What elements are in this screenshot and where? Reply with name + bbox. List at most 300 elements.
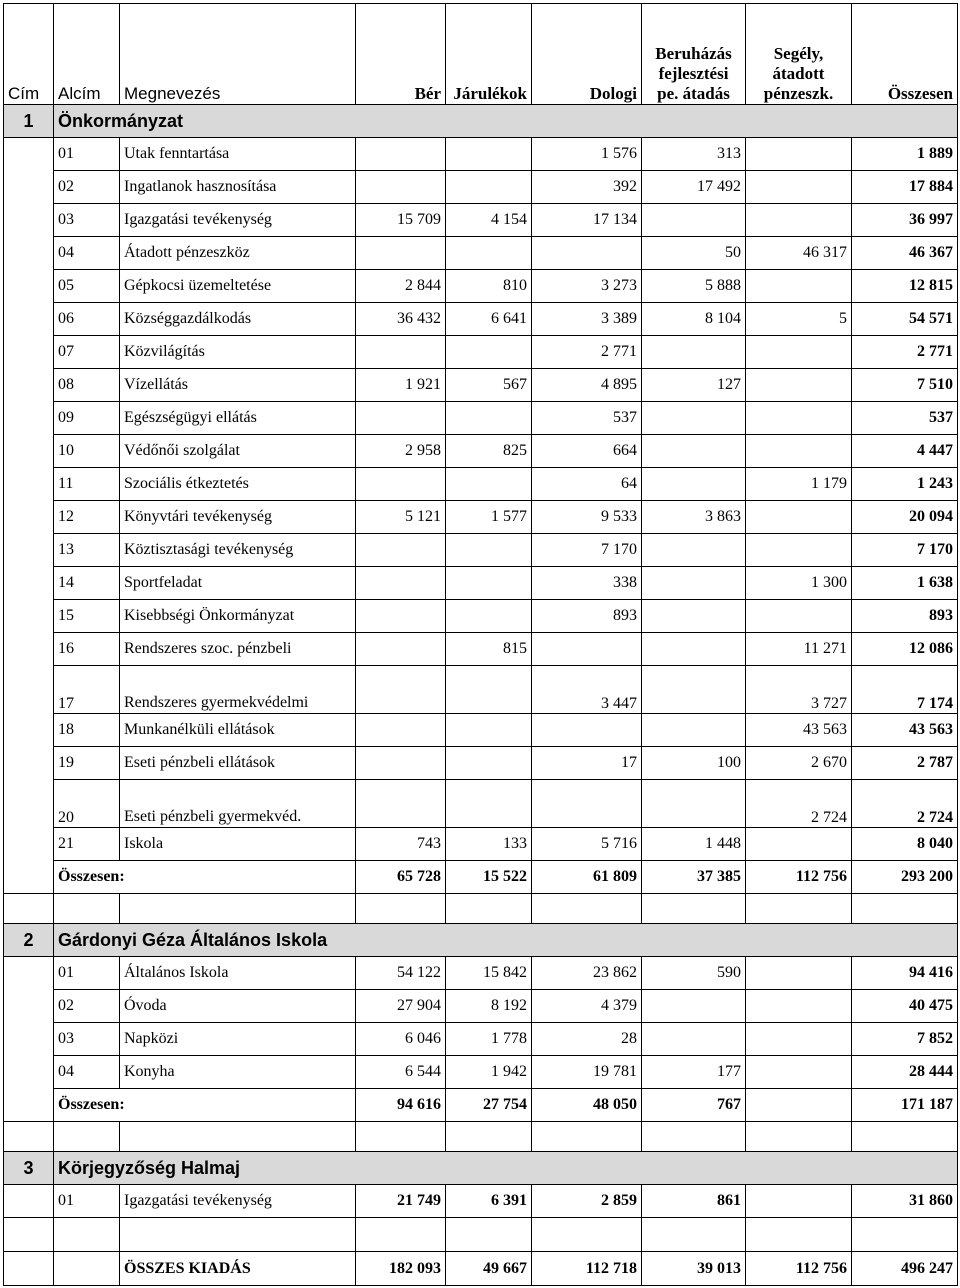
segely-value	[746, 600, 852, 633]
section-title: Körjegyzőség Halmaj	[54, 1152, 958, 1185]
jarulek-value: 1 577	[446, 501, 532, 534]
jarulek-value: 15 842	[446, 957, 532, 990]
ber-value: 1 921	[356, 369, 446, 402]
empty-cell	[54, 1122, 120, 1152]
empty-cell	[120, 1218, 356, 1252]
cim-cell	[4, 861, 54, 894]
cim-cell	[4, 336, 54, 369]
empty-cell	[356, 1218, 446, 1252]
dologi-value: 3 273	[532, 270, 642, 303]
dologi-value: 2 859	[532, 1185, 642, 1218]
table-row	[4, 1056, 958, 1089]
beruhazas-value	[642, 780, 746, 828]
total-osszesen-value: 171 187	[852, 1089, 958, 1122]
row-alcim: 13	[54, 534, 120, 567]
osszesen-value: 537	[852, 402, 958, 435]
row-alcim: 03	[54, 204, 120, 237]
header-segely: Segély, átadott pénzeszk.	[746, 4, 852, 105]
segely-value	[746, 990, 852, 1023]
dologi-value	[532, 714, 642, 747]
osszesen-value: 4 447	[852, 435, 958, 468]
table-row	[4, 435, 958, 468]
ber-value: 5 121	[356, 501, 446, 534]
jarulek-value: 567	[446, 369, 532, 402]
spacer-row	[4, 1218, 958, 1252]
header-ber: Bér	[356, 4, 446, 105]
table-row	[4, 747, 958, 780]
cim-cell	[4, 435, 54, 468]
jarulek-value: 1 942	[446, 1056, 532, 1089]
total-beruhazas-value: 767	[642, 1089, 746, 1122]
osszesen-value: 7 170	[852, 534, 958, 567]
osszesen-value: 31 860	[852, 1185, 958, 1218]
row-alcim: 01	[54, 138, 120, 171]
total-row	[4, 861, 958, 894]
table-row	[4, 369, 958, 402]
cim-cell	[4, 714, 54, 747]
row-name: Munkanélküli ellátások	[120, 714, 356, 747]
total-jarulek-value: 27 754	[446, 1089, 532, 1122]
row-name: Átadott pénzeszköz	[120, 237, 356, 270]
osszesen-value: 7 852	[852, 1023, 958, 1056]
table-row	[4, 567, 958, 600]
osszesen-value: 2 787	[852, 747, 958, 780]
beruhazas-value: 313	[642, 138, 746, 171]
table-row	[4, 468, 958, 501]
dologi-value: 537	[532, 402, 642, 435]
segely-value: 3 727	[746, 666, 852, 714]
osszesen-value: 12 086	[852, 633, 958, 666]
jarulek-value	[446, 336, 532, 369]
total-label: Összesen:	[54, 1089, 356, 1122]
row-alcim: 12	[54, 501, 120, 534]
row-name: Eseti pénzbeli gyermekvéd.	[120, 780, 356, 828]
ber-value	[356, 666, 446, 714]
dologi-value: 4 379	[532, 990, 642, 1023]
row-name: Sportfeladat	[120, 567, 356, 600]
header-alcim: Alcím	[54, 4, 120, 105]
section-code: 3	[4, 1152, 54, 1185]
empty-cell	[852, 1218, 958, 1252]
cim-cell	[4, 270, 54, 303]
osszesen-value: 8 040	[852, 828, 958, 861]
row-name: Vízellátás	[120, 369, 356, 402]
ber-value	[356, 714, 446, 747]
cim-cell	[4, 204, 54, 237]
beruhazas-value	[642, 534, 746, 567]
osszesen-value: 2 724	[852, 780, 958, 828]
total-segely-value: 112 756	[746, 861, 852, 894]
jarulek-value	[446, 138, 532, 171]
empty-cell	[642, 894, 746, 924]
row-name: Közvilágítás	[120, 336, 356, 369]
jarulek-value	[446, 237, 532, 270]
cim-cell	[4, 138, 54, 171]
beruhazas-value: 861	[642, 1185, 746, 1218]
jarulek-value: 810	[446, 270, 532, 303]
table-row	[4, 1185, 958, 1218]
segely-value: 1 300	[746, 567, 852, 600]
dologi-value: 17	[532, 747, 642, 780]
cim-cell	[4, 501, 54, 534]
segely-value	[746, 402, 852, 435]
jarulek-value	[446, 468, 532, 501]
table-row	[4, 666, 958, 714]
total-ber-value: 65 728	[356, 861, 446, 894]
osszesen-value: 12 815	[852, 270, 958, 303]
osszesen-value: 43 563	[852, 714, 958, 747]
beruhazas-value	[642, 402, 746, 435]
segely-value	[746, 171, 852, 204]
row-name: Községgazdálkodás	[120, 303, 356, 336]
osszesen-value: 17 884	[852, 171, 958, 204]
table-row	[4, 237, 958, 270]
empty-cell	[120, 894, 356, 924]
dologi-value	[532, 237, 642, 270]
ber-value	[356, 171, 446, 204]
empty-cell	[4, 894, 54, 924]
empty-cell	[4, 1218, 54, 1252]
cim-cell	[4, 990, 54, 1023]
row-name: Könyvtári tevékenység	[120, 501, 356, 534]
ber-value	[356, 600, 446, 633]
osszesen-value: 94 416	[852, 957, 958, 990]
dologi-value: 9 533	[532, 501, 642, 534]
ber-value: 36 432	[356, 303, 446, 336]
beruhazas-value	[642, 435, 746, 468]
dologi-value: 1 576	[532, 138, 642, 171]
ber-value: 2 844	[356, 270, 446, 303]
beruhazas-value	[642, 714, 746, 747]
row-alcim: 10	[54, 435, 120, 468]
segely-value	[746, 270, 852, 303]
total-beruhazas-value: 37 385	[642, 861, 746, 894]
beruhazas-value	[642, 633, 746, 666]
row-name: Rendszeres szoc. pénzbeli	[120, 633, 356, 666]
grand-ber-value: 182 093	[356, 1252, 446, 1286]
section-code: 2	[4, 924, 54, 957]
table-row	[4, 600, 958, 633]
total-dologi-value: 61 809	[532, 861, 642, 894]
segely-value	[746, 1056, 852, 1089]
empty-cell	[54, 894, 120, 924]
dologi-value: 19 781	[532, 1056, 642, 1089]
row-alcim: 03	[54, 1023, 120, 1056]
budget-table-sheet	[3, 3, 957, 1284]
beruhazas-value	[642, 1023, 746, 1056]
beruhazas-value: 100	[642, 747, 746, 780]
row-alcim: 19	[54, 747, 120, 780]
grand-dologi-value: 112 718	[532, 1252, 642, 1286]
cim-cell	[4, 747, 54, 780]
segely-value: 5	[746, 303, 852, 336]
jarulek-value	[446, 666, 532, 714]
dologi-value: 5 716	[532, 828, 642, 861]
dologi-value	[532, 633, 642, 666]
row-name: Igazgatási tevékenység	[120, 1185, 356, 1218]
dologi-value: 338	[532, 567, 642, 600]
table-row	[4, 957, 958, 990]
ber-value	[356, 633, 446, 666]
row-alcim: 04	[54, 237, 120, 270]
empty-cell	[746, 1122, 852, 1152]
osszesen-value: 893	[852, 600, 958, 633]
total-ber-value: 94 616	[356, 1089, 446, 1122]
table-row	[4, 714, 958, 747]
segely-value	[746, 534, 852, 567]
jarulek-value	[446, 534, 532, 567]
cim-cell	[4, 1056, 54, 1089]
osszesen-value: 1 889	[852, 138, 958, 171]
ber-value: 6 544	[356, 1056, 446, 1089]
row-name: Szociális étkeztetés	[120, 468, 356, 501]
cim-cell	[4, 1185, 54, 1218]
spacer-row	[4, 894, 958, 924]
header-dologi: Dologi	[532, 4, 642, 105]
cim-cell	[4, 468, 54, 501]
jarulek-value: 1 778	[446, 1023, 532, 1056]
segely-value	[746, 1185, 852, 1218]
beruhazas-value: 3 863	[642, 501, 746, 534]
osszesen-value: 28 444	[852, 1056, 958, 1089]
beruhazas-value	[642, 204, 746, 237]
dologi-value: 2 771	[532, 336, 642, 369]
dologi-value	[532, 780, 642, 828]
row-name: Iskola	[120, 828, 356, 861]
section-code: 1	[4, 105, 54, 138]
row-name: Utak fenntartása	[120, 138, 356, 171]
cim-cell	[4, 567, 54, 600]
total-dologi-value: 48 050	[532, 1089, 642, 1122]
row-alcim: 09	[54, 402, 120, 435]
grand-beruhazas-value: 39 013	[642, 1252, 746, 1286]
cim-cell	[4, 1089, 54, 1122]
empty-cell	[356, 1122, 446, 1152]
row-alcim: 08	[54, 369, 120, 402]
row-alcim: 17	[54, 666, 120, 714]
table-row	[4, 303, 958, 336]
grand-jarulek-value: 49 667	[446, 1252, 532, 1286]
ber-value: 27 904	[356, 990, 446, 1023]
cim-cell	[4, 600, 54, 633]
jarulek-value: 6 641	[446, 303, 532, 336]
cim-cell	[4, 666, 54, 714]
empty-cell	[4, 1122, 54, 1152]
table-row	[4, 828, 958, 861]
beruhazas-value	[642, 468, 746, 501]
empty-cell	[532, 1122, 642, 1152]
row-alcim: 16	[54, 633, 120, 666]
dologi-value: 4 895	[532, 369, 642, 402]
osszesen-value: 7 510	[852, 369, 958, 402]
table-row	[4, 336, 958, 369]
ber-value	[356, 402, 446, 435]
row-alcim: 14	[54, 567, 120, 600]
jarulek-value: 4 154	[446, 204, 532, 237]
row-alcim: 15	[54, 600, 120, 633]
ber-value: 54 122	[356, 957, 446, 990]
osszesen-value: 36 997	[852, 204, 958, 237]
segely-value	[746, 204, 852, 237]
row-alcim: 21	[54, 828, 120, 861]
empty-cell	[746, 1218, 852, 1252]
segely-value: 2 670	[746, 747, 852, 780]
table-row	[4, 501, 958, 534]
total-label: Összesen:	[54, 861, 356, 894]
segely-value	[746, 1023, 852, 1056]
empty-cell	[446, 1218, 532, 1252]
ber-value: 743	[356, 828, 446, 861]
ber-value	[356, 237, 446, 270]
section-header	[4, 105, 958, 138]
cim-cell	[4, 402, 54, 435]
total-jarulek-value: 15 522	[446, 861, 532, 894]
row-name: Egészségügyi ellátás	[120, 402, 356, 435]
ber-value	[356, 336, 446, 369]
section-title: Gárdonyi Géza Általános Iskola	[54, 924, 958, 957]
header-beruhazas: Beruházás fejlesztési pe. átadás	[642, 4, 746, 105]
empty-cell	[120, 1122, 356, 1152]
beruhazas-value	[642, 666, 746, 714]
ber-value	[356, 780, 446, 828]
beruhazas-value	[642, 336, 746, 369]
segely-value: 43 563	[746, 714, 852, 747]
total-segely-value	[746, 1089, 852, 1122]
section-title: Önkormányzat	[54, 105, 958, 138]
ber-value: 2 958	[356, 435, 446, 468]
table-row	[4, 270, 958, 303]
beruhazas-value	[642, 567, 746, 600]
ber-value	[356, 138, 446, 171]
segely-value	[746, 501, 852, 534]
jarulek-value: 133	[446, 828, 532, 861]
row-name: Rendszeres gyermekvédelmi	[120, 666, 356, 714]
row-alcim: 01	[54, 957, 120, 990]
empty-cell	[446, 1122, 532, 1152]
osszesen-value: 54 571	[852, 303, 958, 336]
ber-value	[356, 468, 446, 501]
grand-total-row	[4, 1252, 958, 1286]
budget-table	[3, 3, 958, 1286]
osszesen-value: 1 638	[852, 567, 958, 600]
row-alcim: 01	[54, 1185, 120, 1218]
dologi-value: 664	[532, 435, 642, 468]
row-alcim: 02	[54, 171, 120, 204]
row-alcim: 18	[54, 714, 120, 747]
osszesen-value: 20 094	[852, 501, 958, 534]
dologi-value: 3 389	[532, 303, 642, 336]
empty-cell	[4, 1252, 54, 1286]
dologi-value: 23 862	[532, 957, 642, 990]
row-name: Védőnői szolgálat	[120, 435, 356, 468]
row-name: Köztisztasági tevékenység	[120, 534, 356, 567]
row-name: Ingatlanok hasznosítása	[120, 171, 356, 204]
beruhazas-value	[642, 600, 746, 633]
total-row	[4, 1089, 958, 1122]
dologi-value: 7 170	[532, 534, 642, 567]
dologi-value: 3 447	[532, 666, 642, 714]
table-row	[4, 633, 958, 666]
table-row	[4, 990, 958, 1023]
header-jarulekok: Járulékok	[446, 4, 532, 105]
segely-value	[746, 138, 852, 171]
jarulek-value	[446, 780, 532, 828]
header-megnevezes: Megnevezés	[120, 4, 356, 105]
row-alcim: 11	[54, 468, 120, 501]
row-alcim: 05	[54, 270, 120, 303]
cim-cell	[4, 303, 54, 336]
segely-value: 46 317	[746, 237, 852, 270]
cim-cell	[4, 171, 54, 204]
table-row	[4, 204, 958, 237]
beruhazas-value: 50	[642, 237, 746, 270]
dologi-value: 392	[532, 171, 642, 204]
section-header	[4, 924, 958, 957]
segely-value: 2 724	[746, 780, 852, 828]
ber-value: 6 046	[356, 1023, 446, 1056]
beruhazas-value: 8 104	[642, 303, 746, 336]
segely-value	[746, 828, 852, 861]
beruhazas-value: 590	[642, 957, 746, 990]
empty-cell	[642, 1218, 746, 1252]
segely-value: 11 271	[746, 633, 852, 666]
segely-value: 1 179	[746, 468, 852, 501]
row-alcim: 07	[54, 336, 120, 369]
beruhazas-value: 177	[642, 1056, 746, 1089]
jarulek-value	[446, 747, 532, 780]
header-cim: Cím	[4, 4, 54, 105]
row-name: Gépkocsi üzemeltetése	[120, 270, 356, 303]
jarulek-value: 8 192	[446, 990, 532, 1023]
cim-cell	[4, 534, 54, 567]
osszesen-value: 40 475	[852, 990, 958, 1023]
row-name: Igazgatási tevékenység	[120, 204, 356, 237]
row-name: Általános Iskola	[120, 957, 356, 990]
beruhazas-value: 17 492	[642, 171, 746, 204]
section-header	[4, 1152, 958, 1185]
segely-value	[746, 369, 852, 402]
ber-value: 21 749	[356, 1185, 446, 1218]
row-name: Napközi	[120, 1023, 356, 1056]
empty-cell	[852, 894, 958, 924]
empty-cell	[532, 894, 642, 924]
beruhazas-value: 1 448	[642, 828, 746, 861]
spacer-row	[4, 1122, 958, 1152]
row-alcim: 04	[54, 1056, 120, 1089]
osszesen-value: 2 771	[852, 336, 958, 369]
dologi-value: 17 134	[532, 204, 642, 237]
segely-value	[746, 957, 852, 990]
jarulek-value	[446, 171, 532, 204]
ber-value	[356, 567, 446, 600]
header-row	[4, 4, 958, 105]
jarulek-value: 815	[446, 633, 532, 666]
osszesen-value: 7 174	[852, 666, 958, 714]
empty-cell	[532, 1218, 642, 1252]
jarulek-value	[446, 567, 532, 600]
total-osszesen-value: 293 200	[852, 861, 958, 894]
empty-cell	[356, 894, 446, 924]
beruhazas-value: 5 888	[642, 270, 746, 303]
jarulek-value	[446, 402, 532, 435]
row-name: Kisebbségi Önkormányzat	[120, 600, 356, 633]
ber-value	[356, 747, 446, 780]
table-row	[4, 534, 958, 567]
cim-cell	[4, 237, 54, 270]
segely-value	[746, 435, 852, 468]
beruhazas-value: 127	[642, 369, 746, 402]
cim-cell	[4, 957, 54, 990]
